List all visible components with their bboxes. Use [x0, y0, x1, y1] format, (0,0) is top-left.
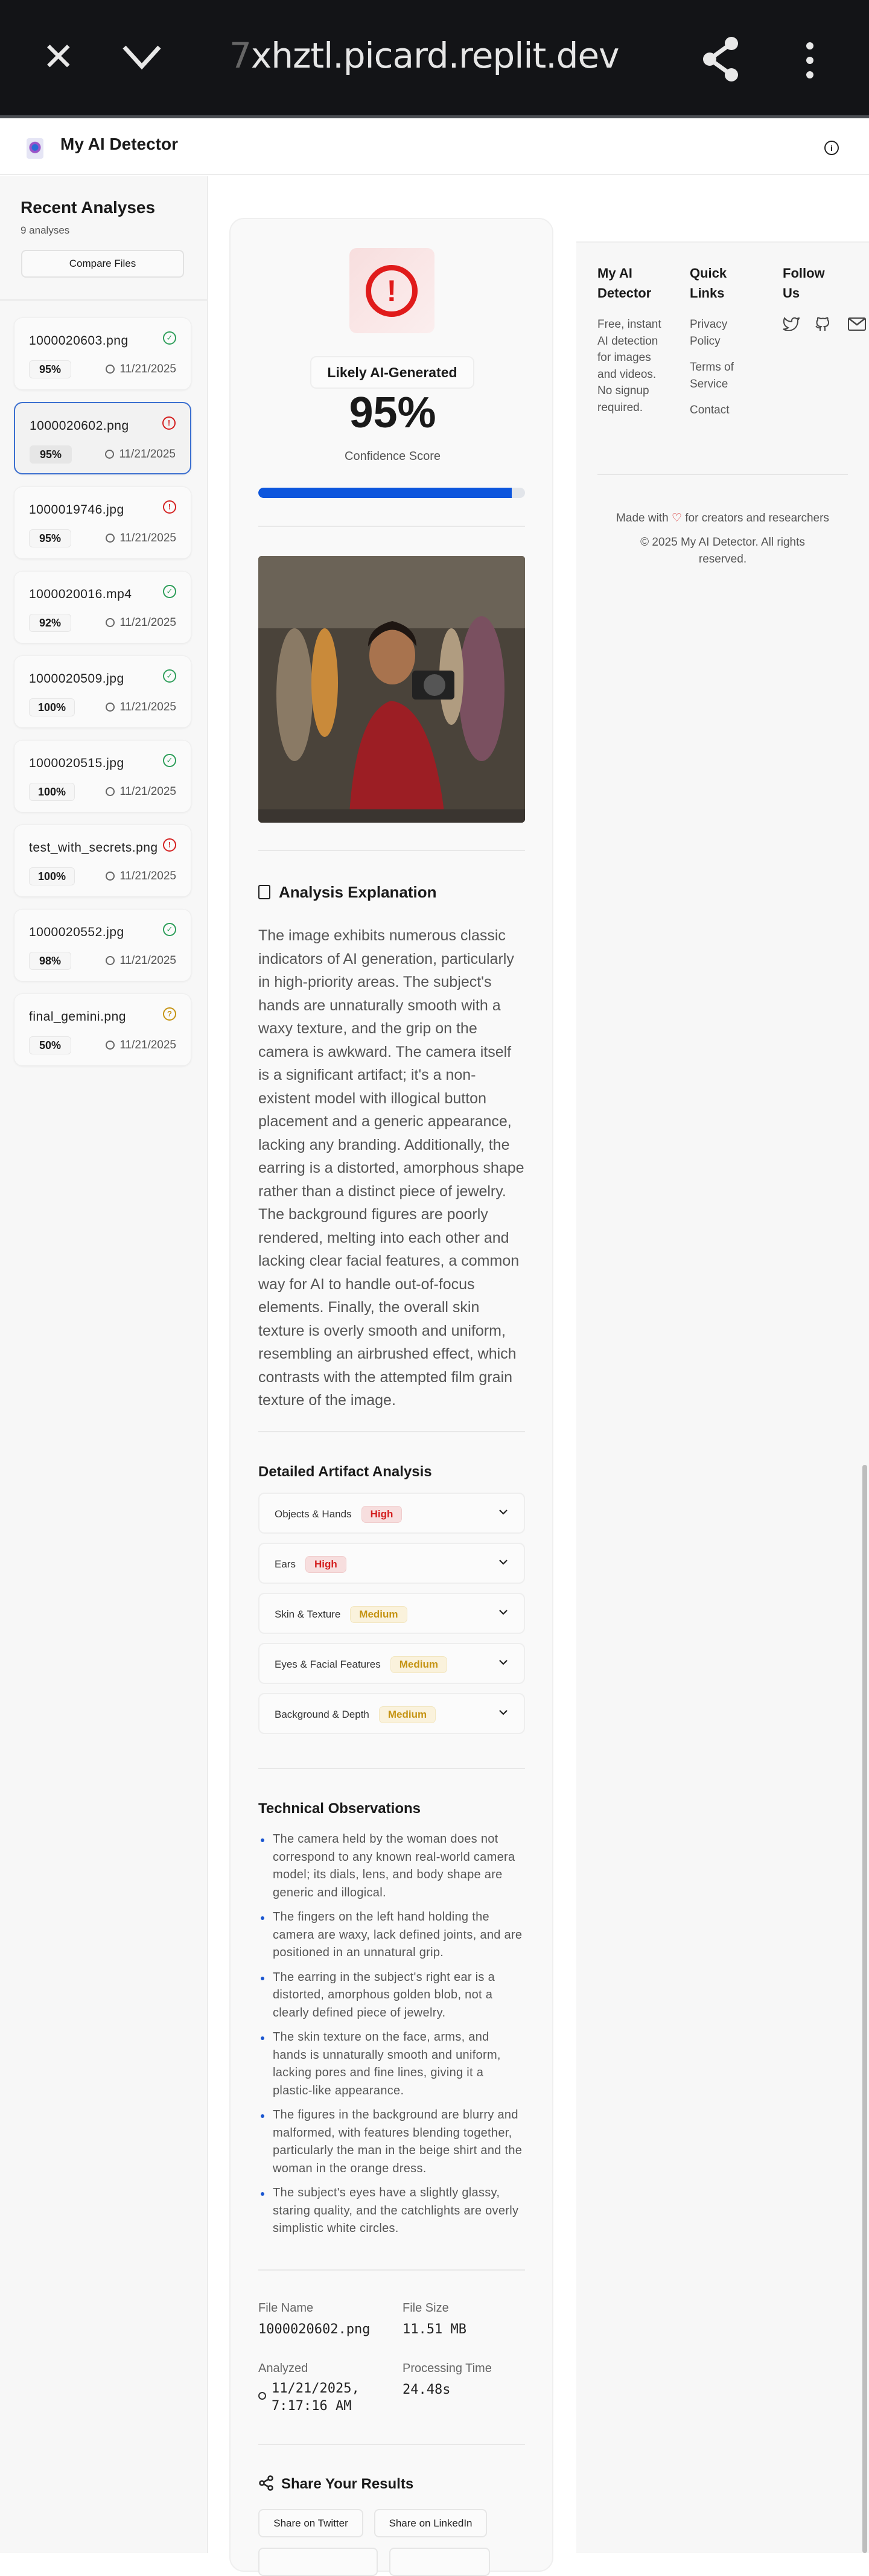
check-circle-icon: ✓ [163, 331, 176, 345]
chevron-down-icon[interactable] [121, 42, 163, 75]
analyzed-value: 11/21/2025, 7:17:16 AM [272, 2381, 360, 2414]
analysis-list-item[interactable] [14, 317, 191, 390]
app-header [0, 121, 869, 175]
app-logo[interactable] [27, 138, 43, 159]
github-icon[interactable] [815, 315, 830, 335]
file-size-value: 11.51 MB [403, 2322, 466, 2337]
quick-links [690, 316, 750, 419]
chevron-down-icon[interactable] [498, 1505, 508, 1519]
progress-fill [258, 488, 512, 498]
file-size-label: File Size [403, 2301, 449, 2315]
share-twitter-button[interactable]: Share on Twitter [258, 2509, 363, 2537]
share-linkedin-button[interactable]: Share on LinkedIn [374, 2509, 487, 2537]
observation-item: The figures in the background are blurry and malformed, with features blending together, particularly the man in the beige shirt and the woman in the orange dress. [258, 2106, 525, 2178]
alert-circle-icon: ! [163, 838, 176, 852]
artifact-accordion[interactable] [258, 1593, 525, 1634]
more-options-icon[interactable] [803, 41, 817, 83]
clock-icon [106, 956, 115, 965]
analysis-list-item[interactable] [14, 824, 191, 897]
share-heading: Share Your Results [258, 2475, 413, 2495]
artifact-label: Ears [275, 1558, 296, 1570]
file-name: 1000020552.jpg [29, 925, 124, 939]
confidence-progress-bar [258, 488, 525, 498]
info-icon[interactable]: i [824, 141, 839, 155]
twitter-icon[interactable] [783, 316, 800, 334]
file-name-value: 1000020602.png [258, 2322, 371, 2337]
analysis-list-item[interactable] [14, 740, 191, 812]
observation-item: The skin texture on the face, arms, and hands is unnaturally smooth and uniform, lacking pores and fine lines, giving it a plastic-like appearance. [258, 2029, 525, 2100]
footer [576, 241, 869, 2553]
clock-icon [258, 2392, 266, 2400]
technical-observations-heading: Technical Observations [258, 1800, 421, 1817]
check-circle-icon: ✓ [163, 669, 176, 683]
confidence-badge: 95% [30, 445, 72, 464]
file-name: final_gemini.png [29, 1010, 126, 1024]
analysis-list-item[interactable] [14, 402, 191, 474]
confidence-badge: 100% [29, 698, 75, 716]
share-button[interactable] [258, 2548, 378, 2576]
alert-circle-icon: ! [162, 416, 176, 430]
terms-link[interactable]: Terms of Service [690, 361, 734, 391]
analysis-date: 11/21/2025 [105, 448, 176, 461]
verdict-badge: Likely AI-Generated [310, 356, 474, 389]
analysis-date: 11/21/2025 [106, 363, 176, 376]
compare-files-button[interactable]: Compare Files [21, 250, 184, 278]
analysis-date: 11/21/2025 [106, 954, 176, 968]
processing-time-label: Processing Time [403, 2362, 492, 2375]
analysis-list-item[interactable] [14, 993, 191, 1066]
severity-badge: High [305, 1556, 346, 1573]
share-button[interactable] [389, 2548, 490, 2576]
clock-icon [106, 365, 115, 374]
clock-icon [106, 618, 115, 627]
divider [597, 474, 848, 475]
file-name-label: File Name [258, 2301, 314, 2315]
artifact-accordion[interactable] [258, 1643, 525, 1684]
divider [258, 2269, 525, 2271]
clock-icon [105, 450, 114, 459]
severity-badge: Medium [390, 1656, 447, 1673]
artifact-label: Background & Depth [275, 1709, 369, 1720]
analysis-list-item[interactable] [14, 655, 191, 728]
alert-circle-icon: ! [163, 500, 176, 514]
made-with-text: Made with ♡ for creators and researchers [616, 512, 829, 524]
alert-icon-box [349, 248, 434, 333]
heart-icon: ♡ [671, 512, 682, 524]
divider [0, 299, 207, 301]
analysis-list-item[interactable] [14, 909, 191, 981]
analysis-date: 11/21/2025 [106, 870, 176, 883]
privacy-policy-link[interactable]: Privacy Policy [690, 318, 728, 348]
artifact-accordion[interactable] [258, 1543, 525, 1584]
mail-icon[interactable] [848, 317, 866, 331]
observation-item: The camera held by the woman does not correspond to any known real-world camera model; its dials, lens, and body shape are generic and illogical. [258, 1831, 525, 1902]
chevron-down-icon[interactable] [498, 1655, 508, 1669]
file-name: 1000020515.jpg [29, 756, 124, 770]
url-bar[interactable]: 7xhztl.picard.replit.dev [229, 35, 619, 76]
confidence-badge: 95% [29, 360, 71, 378]
follow-us-title: Follow Us [783, 266, 825, 301]
confidence-badge: 98% [29, 952, 71, 970]
recent-analyses-sidebar [0, 176, 208, 2553]
file-name: test_with_secrets.png [29, 841, 158, 855]
contact-link[interactable]: Contact [690, 404, 730, 416]
chevron-down-icon[interactable] [498, 1605, 508, 1619]
analysis-date: 11/21/2025 [106, 532, 176, 545]
share-icon [258, 2475, 274, 2495]
chevron-down-icon[interactable] [498, 1705, 508, 1719]
analysis-explanation-heading: Analysis Explanation [258, 883, 437, 902]
confidence-badge: 100% [29, 783, 75, 801]
file-name: 1000020016.mp4 [29, 587, 132, 601]
browser-toolbar [0, 0, 869, 118]
confidence-badge: 100% [29, 867, 75, 885]
confidence-score: 95% [349, 389, 436, 437]
document-icon [258, 885, 270, 899]
analysis-date: 11/21/2025 [106, 701, 176, 714]
clock-icon [106, 703, 115, 712]
divider [258, 1431, 525, 1432]
analysis-list-item[interactable] [14, 486, 191, 559]
artifact-analysis-heading: Detailed Artifact Analysis [258, 1464, 432, 1480]
file-name: 1000019746.jpg [29, 503, 124, 517]
footer-brand-text: Free, instant AI detection for images and videos. No signup required. [597, 318, 661, 414]
app-title[interactable]: My AI Detector [60, 135, 179, 153]
artifact-label: Eyes & Facial Features [275, 1659, 381, 1670]
confidence-label: Confidence Score [345, 450, 441, 463]
analysis-explanation-text: The image exhibits numerous classic indicators of AI generation, particularly in high-priority areas. The subject's hands are unnaturally smooth with a waxy texture, and the grip on the camera is awkward. The camera itself is a significant artifact; it's a non-existent model with illogical button placement and a generic appearance, lacking any branding. Additionally, the earring is a distorted, amorphous shape rather than a distinct piece of jewelry. The background figures are poorly rendered, melting into each other and lacking clear facial features, a common way for AI to handle out-of-focus elements. Finally, the overall skin texture is overly smooth and uniform, resembling an airbrushed effect, which contrasts with the attempted film grain texture of the image. [258, 927, 524, 1409]
confidence-badge: 50% [29, 1036, 71, 1054]
share-icon[interactable] [700, 36, 742, 85]
check-circle-icon: ✓ [163, 754, 176, 767]
analysis-date: 11/21/2025 [106, 616, 176, 630]
chevron-down-icon[interactable] [498, 1555, 508, 1569]
analysis-date: 11/21/2025 [106, 785, 176, 799]
clock-icon [106, 1041, 115, 1050]
close-icon[interactable]: ✕ [42, 35, 75, 78]
quick-links-title: Quick Links [690, 266, 727, 301]
analyzed-label: Analyzed [258, 2362, 308, 2375]
clock-icon [106, 534, 115, 543]
file-name: 1000020603.png [29, 334, 129, 348]
help-circle-icon: ? [163, 1007, 176, 1021]
severity-badge: Medium [350, 1606, 407, 1623]
scrollbar[interactable] [862, 1465, 867, 2553]
check-circle-icon: ✓ [163, 585, 176, 598]
file-name: 1000020602.png [30, 419, 129, 433]
footer-brand-title: My AI Detector [597, 266, 652, 301]
observation-item: The fingers on the left hand holding the camera are waxy, lack defined joints, and are positioned in an unnatural grip. [258, 1908, 525, 1962]
artifact-label: Skin & Texture [275, 1608, 341, 1620]
observations-list [258, 1831, 525, 2245]
severity-badge: High [361, 1506, 403, 1523]
observation-item: The subject's eyes have a slightly glassy, staring quality, and the catchlights are overly simplistic white circles. [258, 2184, 525, 2238]
severity-badge: Medium [379, 1706, 436, 1723]
result-card [229, 218, 553, 2572]
copyright: © 2025 My AI Detector. All rights reserved. [640, 536, 805, 566]
confidence-badge: 95% [29, 529, 71, 547]
check-circle-icon: ✓ [163, 923, 176, 936]
artifact-accordion[interactable] [258, 1693, 525, 1734]
artifact-accordion[interactable] [258, 1493, 525, 1534]
divider [258, 850, 525, 851]
file-name: 1000020509.jpg [29, 672, 124, 686]
divider [258, 526, 525, 527]
analysis-list-item[interactable] [14, 571, 191, 643]
artifact-label: Objects & Hands [275, 1508, 352, 1520]
analyses-count: 9 analyses [21, 225, 70, 236]
confidence-badge: 92% [29, 614, 71, 632]
divider [258, 2444, 525, 2445]
analysis-date: 11/21/2025 [106, 1039, 176, 1052]
processing-time-value: 24.48s [403, 2382, 451, 2397]
analyzed-image[interactable] [258, 556, 525, 823]
divider [258, 1768, 525, 1769]
clock-icon [106, 872, 115, 881]
sidebar-title: Recent Analyses [21, 198, 156, 217]
alert-circle-icon: ! [366, 265, 418, 317]
observation-item: The earring in the subject's right ear is a distorted, amorphous golden blob, not a clearly defined piece of jewelry. [258, 1969, 525, 2023]
clock-icon [106, 787, 115, 796]
